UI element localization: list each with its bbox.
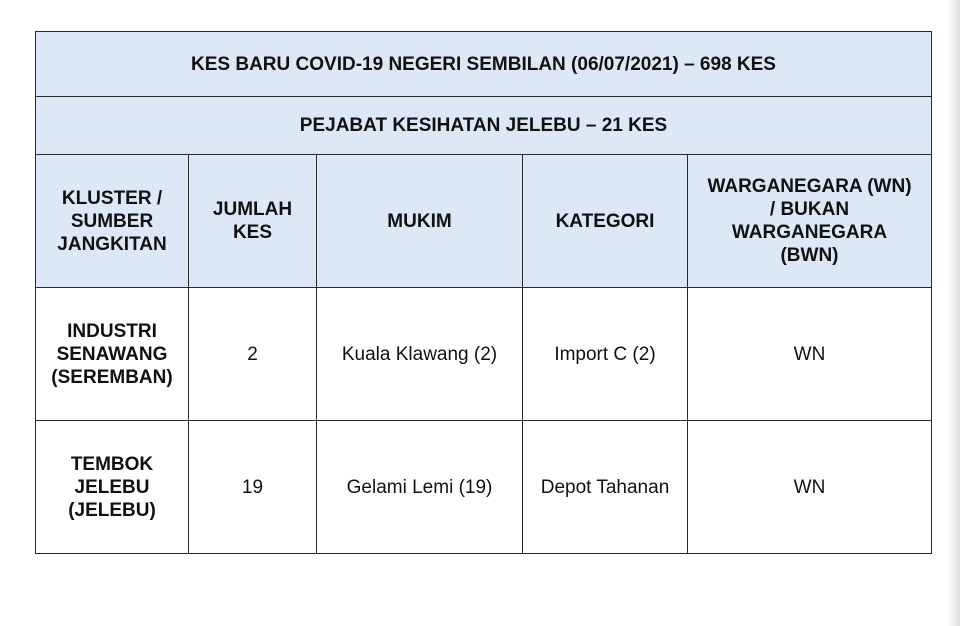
title-row — [36, 32, 932, 97]
page-edge-shadow — [948, 0, 960, 626]
table-row — [36, 421, 932, 554]
covid-cases-table — [35, 31, 932, 554]
cell-warganegara: WN — [688, 288, 932, 421]
cell-warganegara: WN — [688, 421, 932, 554]
header-warganegara: WARGANEGARA (WN) / BUKAN WARGANEGARA (BWN) — [688, 155, 932, 288]
table-row — [36, 288, 932, 421]
header-kategori: KATEGORI — [523, 155, 688, 288]
cell-jumlah: 2 — [189, 288, 317, 421]
cell-kluster: TEMBOK JELEBU (JELEBU) — [36, 421, 189, 554]
header-mukim: MUKIM — [317, 155, 523, 288]
cell-mukim: Kuala Klawang (2) — [317, 288, 523, 421]
cell-kategori: Depot Tahanan — [523, 421, 688, 554]
cell-mukim: Gelami Lemi (19) — [317, 421, 523, 554]
subtitle-row — [36, 97, 932, 155]
cell-kluster: INDUSTRI SENAWANG (SEREMBAN) — [36, 288, 189, 421]
header-row — [36, 155, 932, 288]
header-kluster: KLUSTER / SUMBER JANGKITAN — [36, 155, 189, 288]
cell-jumlah: 19 — [189, 421, 317, 554]
table-title: KES BARU COVID-19 NEGERI SEMBILAN (06/07/2021) – 698 KES — [36, 32, 932, 97]
table-subtitle: PEJABAT KESIHATAN JELEBU – 21 KES — [36, 97, 932, 155]
header-jumlah-kes: JUMLAH KES — [189, 155, 317, 288]
cell-kategori: Import C (2) — [523, 288, 688, 421]
